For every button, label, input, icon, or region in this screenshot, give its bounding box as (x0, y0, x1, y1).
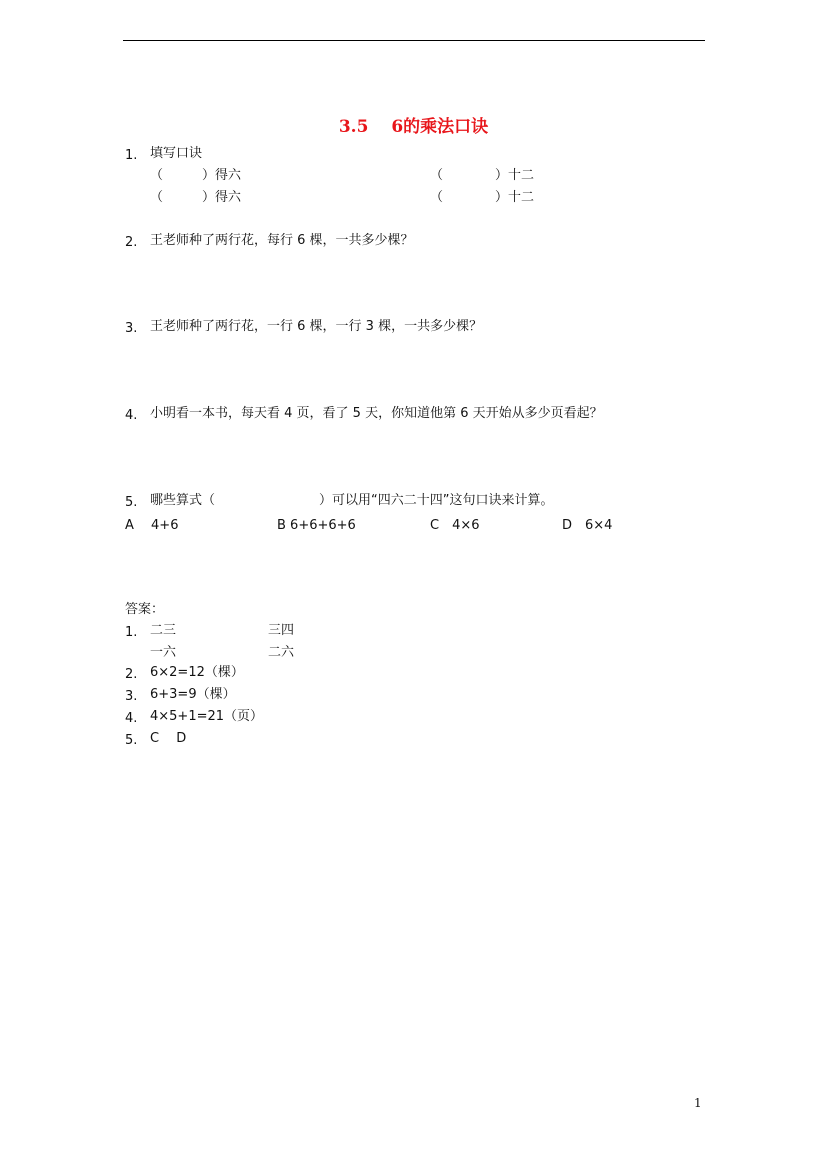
q2-number: 2. (125, 235, 138, 250)
q3-text: 王老师种了两行花，一行 6 棵，一行 3 棵，一共多少棵？ (150, 319, 483, 334)
a4-text: 4×5+1=21（页） (150, 709, 264, 724)
q5-option-d: D 6×4 (562, 518, 613, 533)
q1-number: 1. (125, 148, 138, 163)
q2-text: 王老师种了两行花，每行 6 棵，一共多少棵？ (150, 233, 414, 248)
q3-number: 3. (125, 321, 138, 336)
q5-number: 5. (125, 495, 138, 510)
answers-label: 答案： (125, 602, 165, 617)
page-title: 3.5 6的乘法口诀 (338, 117, 489, 137)
q4-text: 小明看一本书，每天看 4 页，看了 5 天，你知道他第 6 天开始从多少页看起？ (150, 406, 603, 421)
a3-number: 3. (125, 689, 138, 704)
q5-text: 哪些算式（ ）可以用“四六二十四”这句口诀来计算。 (150, 493, 554, 508)
a1-item-3: 一六 (150, 645, 177, 660)
a5-number: 5. (125, 733, 138, 748)
q1-text: 填写口诀 (150, 146, 203, 161)
a1-item-1: 二三 (150, 623, 177, 638)
a3-text: 6+3=9（棵） (150, 687, 236, 702)
a4-number: 4. (125, 711, 138, 726)
header-rule (123, 40, 705, 41)
a1-item-2: 三四 (268, 623, 295, 638)
a2-number: 2. (125, 667, 138, 682)
q1-blank-4: （ ）十二 (430, 190, 535, 205)
q4-number: 4. (125, 408, 138, 423)
page-number: 1 (694, 1096, 702, 1110)
q5-option-b: B 6+6+6+6 (277, 518, 356, 533)
a1-item-4: 二六 (268, 645, 295, 660)
q5-option-a: A 4+6 (125, 518, 179, 533)
a2-text: 6×2=12（棵） (150, 665, 244, 680)
q1-blank-1: （ ）得六 (150, 168, 242, 183)
a1-number: 1. (125, 625, 138, 640)
a5-text: C D (150, 731, 187, 746)
q1-blank-2: （ ）十二 (430, 168, 535, 183)
q1-blank-3: （ ）得六 (150, 190, 242, 205)
q5-option-c: C 4×6 (430, 518, 480, 533)
